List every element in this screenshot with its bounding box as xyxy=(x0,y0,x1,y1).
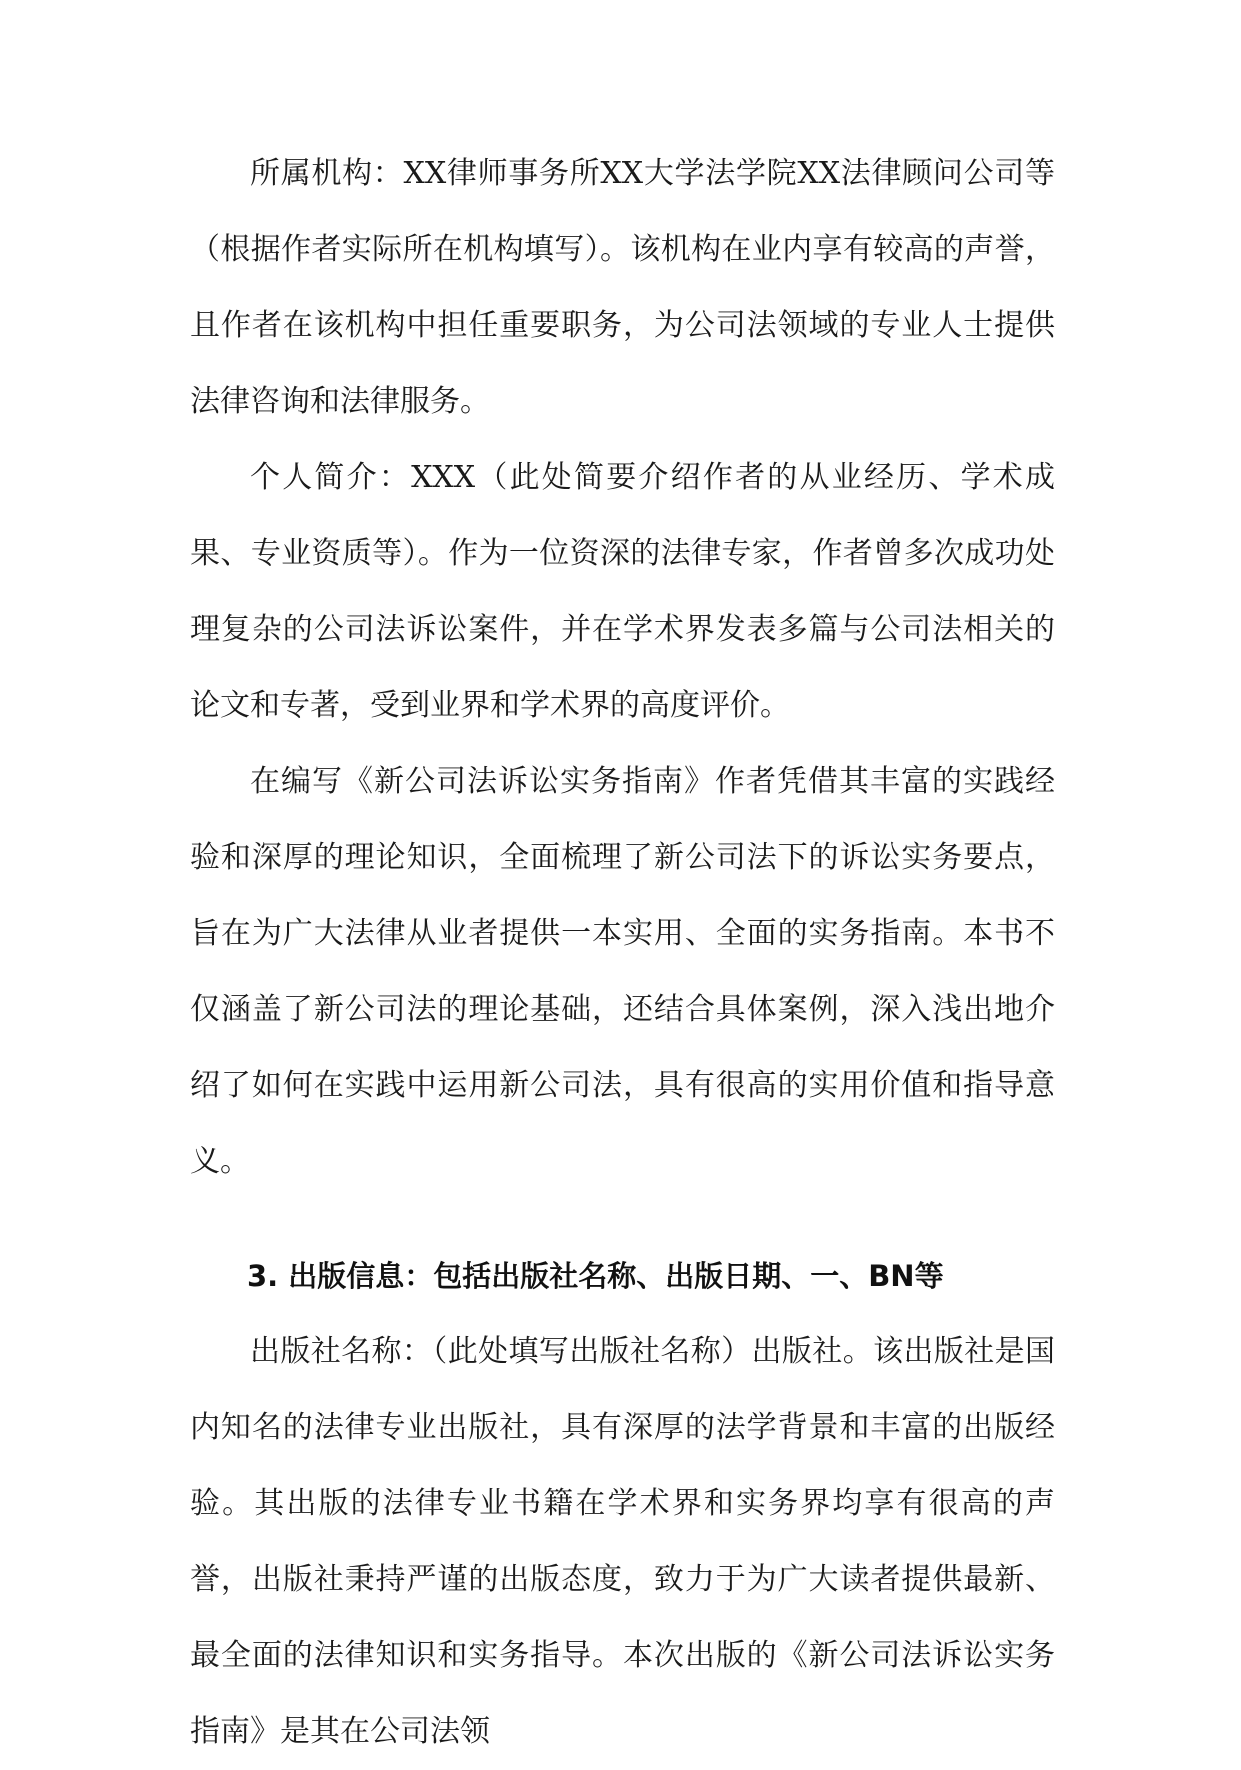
paragraph-biography: 个人简介：XXX（此处简要介绍作者的从业经历、学术成果、专业资质等）。作为一位资深的法律专家，作者曾多次成功处理复杂的公司法诉讼案件，并在学术界发表多篇与公司法相关的论文和专著，受到业界和学术界的高度评价。 xyxy=(190,460,1055,723)
paragraph-publisher: 出版社名称：（此处填写出版社名称）出版社。该出版社是国内知名的法律专业出版社，具有深厚的法学背景和丰富的出版经验。其出版的法律专业书籍在学术界和实务界均享有很高的声誉，出版社秉持严谨的出版态度，致力于为广大读者提供最新、最全面的法律知识和实务指导。本次出版的《新公司法诉讼实务指南》是其在公司法领 xyxy=(190,1334,1055,1749)
section-heading xyxy=(190,1238,1055,1314)
paragraph-book-writing: 在编写《新公司法诉讼实务指南》作者凭借其丰富的实践经验和深厚的理论知识，全面梳理了新公司法下的诉讼实务要点，旨在为广大法律从业者提供一本实用、全面的实务指南。本书不仅涵盖了新公司法的理论基础，还结合具体案例，深入浅出地介绍了如何在实践中运用新公司法，具有很高的实用价值和指导意义。 xyxy=(190,764,1055,1179)
document-body xyxy=(190,136,1055,1770)
section-number: 3. xyxy=(247,1259,279,1293)
section-title: 出版信息：包括出版社名称、出版日期、一、BN等 xyxy=(288,1259,944,1293)
paragraph-affiliation: 所属机构：XX律师事务所XX大学法学院XX法律顾问公司等（根据作者实际所在机构填写）。该机构在业内享有较高的声誉，且作者在该机构中担任重要职务，为公司法领域的专业人士提供法律咨询和法律服务。 xyxy=(190,156,1055,419)
